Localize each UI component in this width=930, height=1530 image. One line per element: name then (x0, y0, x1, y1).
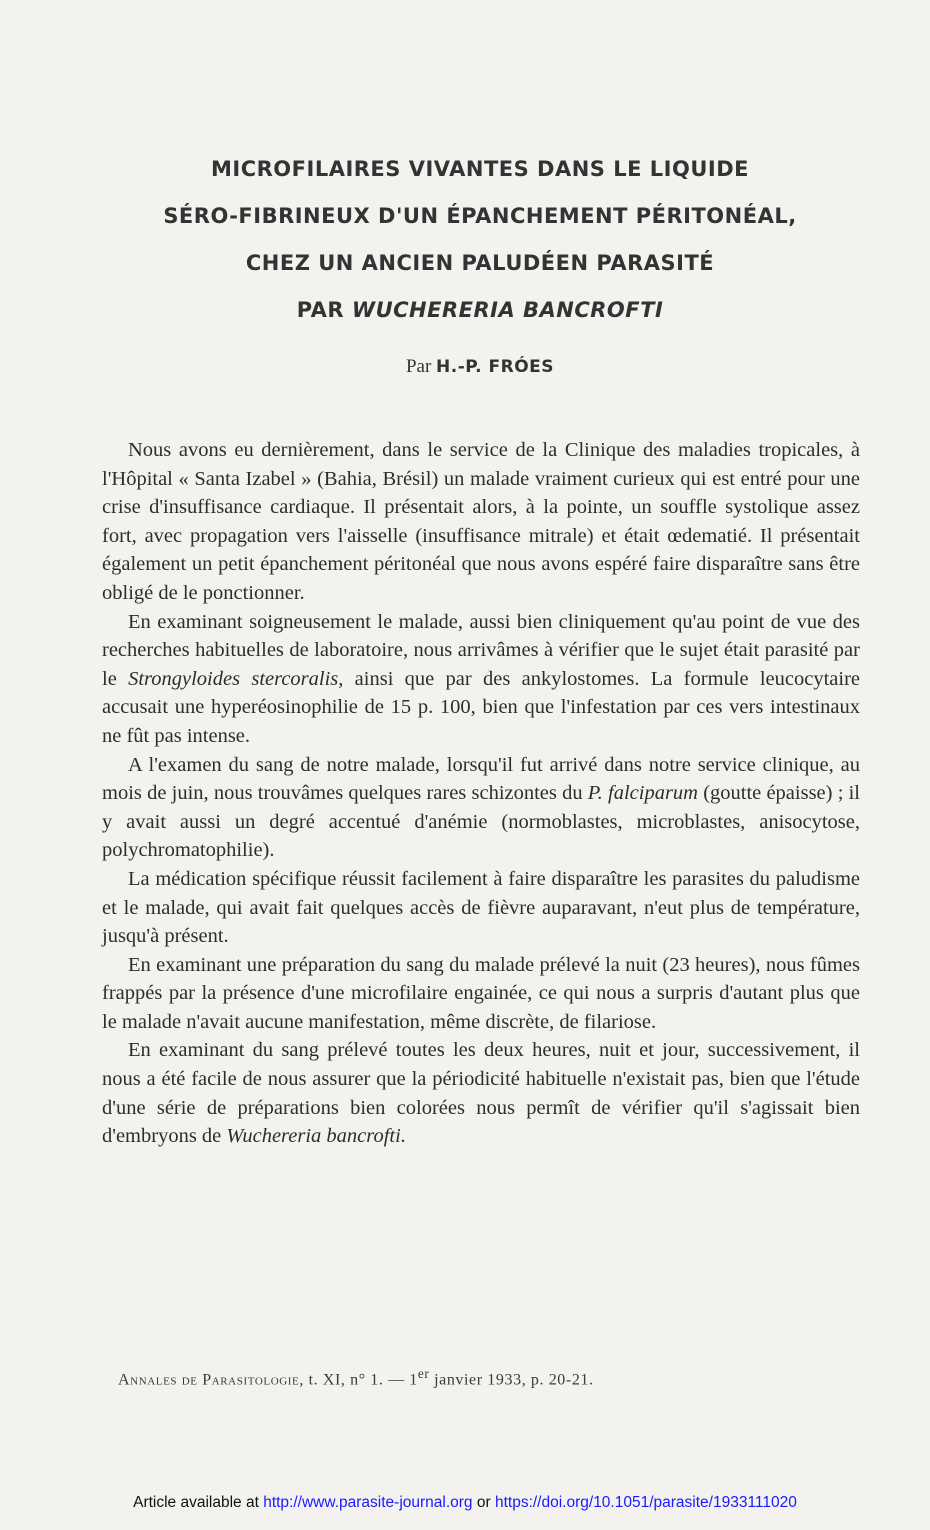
paragraph-4: La médication spécifique réussit facilement à faire disparaître les parasites du paludisme et le malade, qui avait fait quelques accès de fièvre auparavant, n'eut plus de température, jusqu'à présent. (102, 867, 860, 948)
species-falciparum: P. falciparum (587, 782, 698, 805)
paragraph-2 (102, 608, 860, 751)
citation-details-b: janvier 1933, p. 20-21. (429, 1371, 594, 1389)
title-line-4 (100, 287, 860, 334)
title-line-1: MICROFILAIRES VIVANTES DANS LE LIQUIDE (211, 157, 749, 181)
paragraph-3 (102, 751, 860, 865)
journal-name: Annales de Parasitologie, (118, 1371, 304, 1389)
byline-prefix: Par (405, 356, 437, 377)
title-line-3: CHEZ UN ANCIEN PALUDÉEN PARASITÉ (245, 251, 715, 275)
citation-details-a: t. XI, n° 1. — 1 (303, 1371, 418, 1389)
footer-middle: or (472, 1494, 495, 1511)
article-title (100, 146, 860, 334)
title-species: WUCHERERIA BANCROFTI (351, 298, 664, 322)
paragraph-6-text-a: En examinant du sang prélevé toutes les deux heures, nuit et jour, successivement, il nous a été facile de nous assurer que la périodicité habituelle n'existait pas, bien que l'étude d'une série de préparations bien colorées nous permît de vérifier qu'il s'agissait bien d'embryons de (102, 1039, 860, 1148)
paragraph-2-text-a: En examinant soigneusement le malade, aussi bien cliniquement qu'au point de vue des recherches habituelles de laboratoire, nous arrivâmes à vérifier que le sujet était parasité par le (102, 610, 860, 690)
journal-link[interactable]: http://www.parasite-journal.org (263, 1494, 473, 1511)
paragraph-5: En examinant une préparation du sang du malade prélevé la nuit (23 heures), nous fûmes frappés par la présence d'une microfilaire engainée, ce qui nous a surpris d'autant plus que le malade n'avait aucune manifestation, même discrète, de filariose. (102, 953, 860, 1033)
paragraph-1: Nous avons eu dernièrement, dans le service de la Clinique des maladies tropicales, à l'Hôpital « Santa Izabel » (Bahia, Brésil) un malade vraiment curieux qui est entré pour une crise d'insuffisance cardiaque. Il présentait alors, à la pointe, un souffle systolique assez fort, avec propagation vers l'aisselle (insuffisance mitrale) et était œdematié. Il présentait également un petit épanchement péritonéal que nous avons espéré faire disparaître sans être obligé de le ponctionner. (102, 439, 860, 604)
species-wuchereria: Wuchereria bancrofti. (226, 1125, 406, 1148)
availability-footer (0, 1494, 930, 1512)
article-body (102, 436, 860, 1151)
byline (100, 356, 860, 378)
paragraph-6 (102, 1036, 860, 1150)
paragraph-2-text-b: ainsi que par des ankylostomes. La formule leucocytaire accusait une hyperéosinophilie de 15 p. 100, bien que l'infestation par ces vers intestinaux ne fût pas intense. (102, 667, 860, 747)
doi-link[interactable]: https://doi.org/10.1051/parasite/1933111020 (494, 1494, 797, 1511)
journal-citation (118, 1366, 858, 1389)
paragraph-3-text-b: (goutte épaisse) ; il y avait aussi un degré accentué d'anémie (normoblastes, microblastes, anisocytose, polychromatophilie). (102, 782, 860, 862)
footer-prefix: Article available at (133, 1494, 264, 1511)
author-name: H.-P. FRÓES (436, 357, 555, 377)
paragraph-3-text-a: A l'examen du sang de notre malade, lorsqu'il fut arrivé dans notre service clinique, au mois de juin, nous trouvâmes quelques rares schizontes du (102, 753, 860, 805)
citation-superscript: er (417, 1366, 430, 1381)
species-strongyloides: Strongyloides stercoralis, (128, 667, 344, 690)
title-line-2: SÉRO-FIBRINEUX D'UN ÉPANCHEMENT PÉRITONÉAL, (163, 204, 797, 228)
title-line-4-prefix: PAR (296, 298, 352, 322)
